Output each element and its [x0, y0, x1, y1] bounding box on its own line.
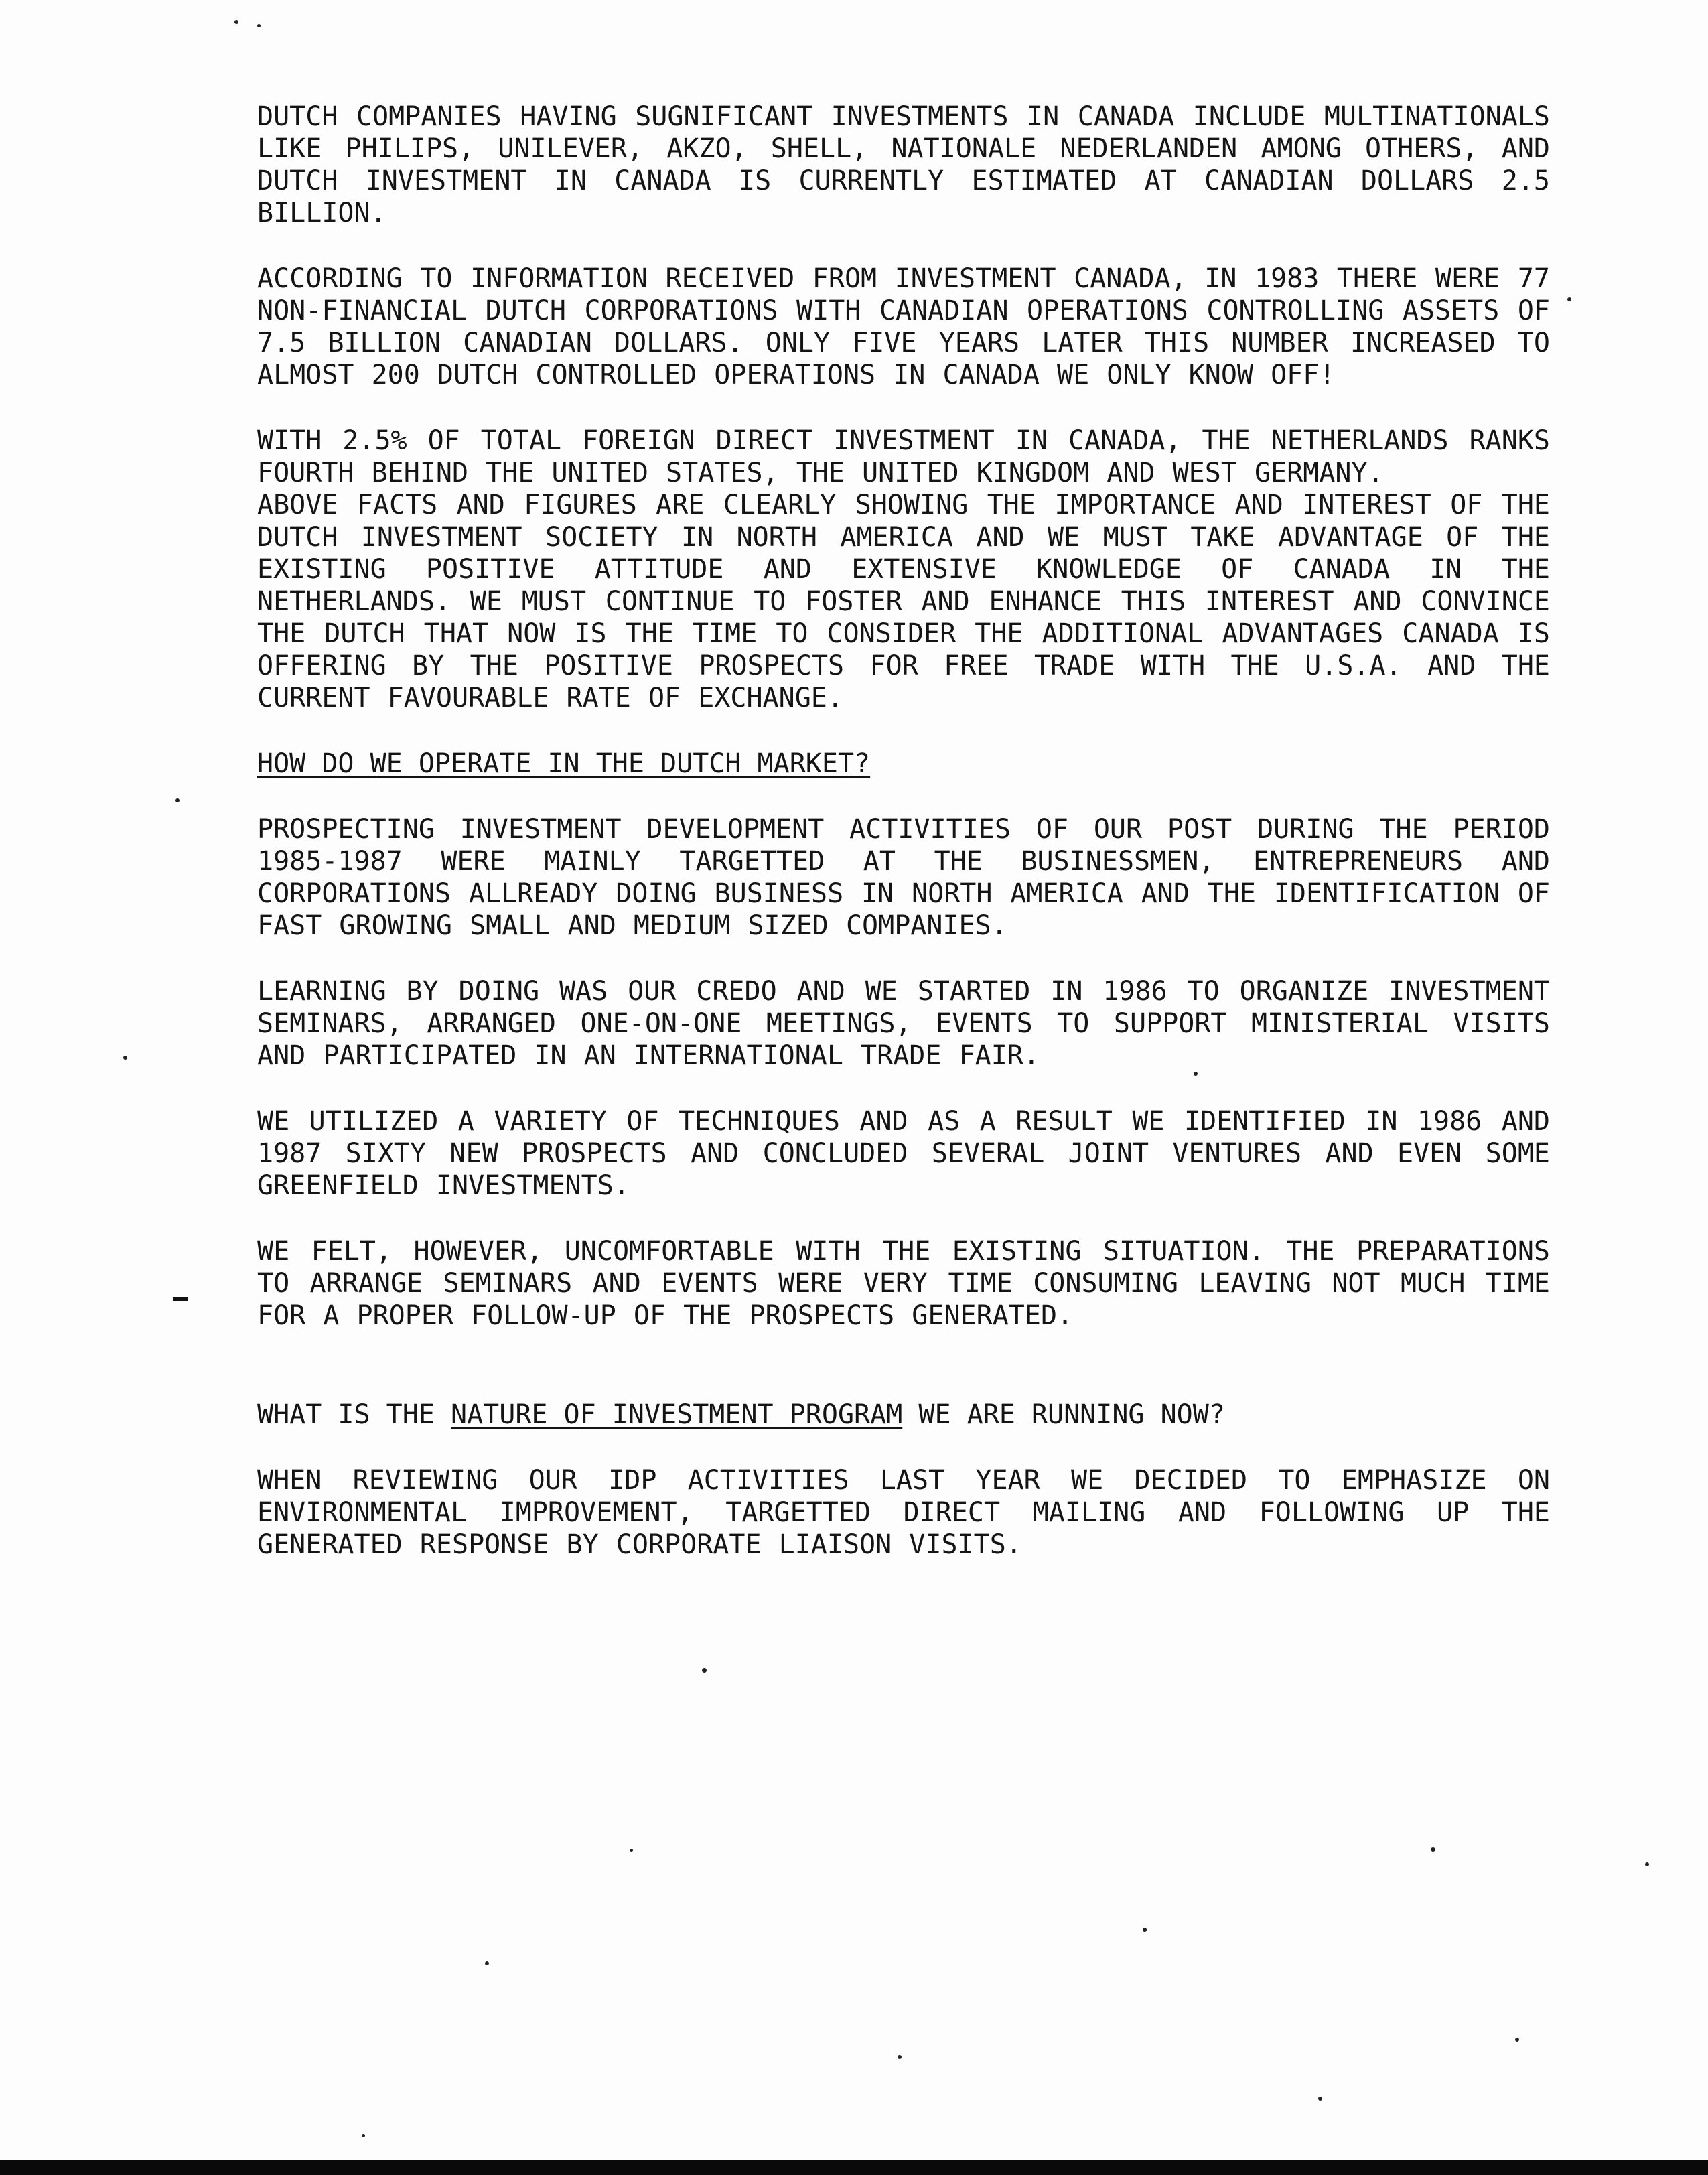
scan-speck	[123, 1056, 127, 1060]
paragraph-dutch-companies: DUTCH COMPANIES HAVING SUGNIFICANT INVESTMENTS IN CANADA INCLUDE MULTINATIONALS LIKE PHILIPS, UNILEVER, AKZO, SHELL, NATIONALE NEDERLANDEN AMONG OTHERS, AND DUTCH INVESTMENT IN CANADA IS CURRENTLY ESTIMATED AT CANADIAN DOLLARS 2.5 BILLION.	[257, 101, 1550, 228]
paragraph-investment-canada: ACCORDING TO INFORMATION RECEIVED FROM INVESTMENT CANADA, IN 1983 THERE WERE 77 NON-FINANCIAL DUTCH CORPORATIONS WITH CANADIAN OPERATIONS CONTROLLING ASSETS OF 7.5 BILLION CANADIAN DOLLARS. ONLY FIVE YEARS LATER THIS NUMBER INCREASED TO ALMOST 200 DUTCH CONTROLLED OPERATIONS IN CANADA WE ONLY KNOW OFF!	[257, 263, 1550, 391]
scan-speck	[485, 1961, 489, 1965]
scan-speck	[630, 1849, 633, 1852]
scan-speck	[1515, 2038, 1519, 2042]
section-heading-investment-program	[257, 1399, 1550, 1431]
paragraph-uncomfortable: WE FELT, HOWEVER, UNCOMFORTABLE WITH THE EXISTING SITUATION. THE PREPARATIONS TO ARRANGE SEMINARS AND EVENTS WERE VERY TIME CONSUMING LEAVING NOT MUCH TIME FOR A PROPER FOLLOW-UP OF THE PROSPECTS GENERATED.	[257, 1236, 1550, 1331]
document-body	[257, 100, 1550, 1594]
paragraph-learning-by-doing: LEARNING BY DOING WAS OUR CREDO AND WE STARTED IN 1986 TO ORGANIZE INVESTMENT SEMINARS, ARRANGED ONE-ON-ONE MEETINGS, EVENTS TO SUPPORT MINISTERIAL VISITS AND PARTICIPATED IN AN INTERNATIONAL TRADE FAIR.	[257, 976, 1550, 1071]
spacer	[257, 1365, 1550, 1399]
heading-program-underlined: NATURE OF INVESTMENT PROGRAM	[450, 1399, 903, 1430]
scan-speck	[234, 20, 238, 24]
scan-speck	[1194, 1072, 1198, 1076]
scan-speck	[362, 2134, 365, 2137]
scan-speck	[1318, 2097, 1322, 2101]
margin-dash-mark	[173, 1297, 188, 1301]
scan-speck	[257, 24, 261, 27]
scan-speck	[1431, 1847, 1435, 1852]
paragraph-idp-activities: WHEN REVIEWING OUR IDP ACTIVITIES LAST YEAR WE DECIDED TO EMPHASIZE ON ENVIRONMENTAL IMPROVEMENT, TARGETTED DIRECT MAILING AND FOLLOWING UP THE GENERATED RESPONSE BY CORPORATE LIAISON VISITS.	[257, 1465, 1550, 1560]
paragraph-facts-and-figures: ABOVE FACTS AND FIGURES ARE CLEARLY SHOWING THE IMPORTANCE AND INTEREST OF THE DUTCH INVESTMENT SOCIETY IN NORTH AMERICA AND WE MUST TAKE ADVANTAGE OF THE EXISTING POSITIVE ATTITUDE AND EXTENSIVE KNOWLEDGE OF CANADA IN THE NETHERLANDS. WE MUST CONTINUE TO FOSTER AND ENHANCE THIS INTEREST AND CONVINCE THE DUTCH THAT NOW IS THE TIME TO CONSIDER THE ADDITIONAL ADVANTAGES CANADA IS OFFERING BY THE POSITIVE PROSPECTS FOR FREE TRADE WITH THE U.S.A. AND THE CURRENT FAVOURABLE RATE OF EXCHANGE.	[257, 490, 1550, 713]
paragraph-foreign-direct-investment: WITH 2.5% OF TOTAL FOREIGN DIRECT INVESTMENT IN CANADA, THE NETHERLANDS RANKS FOURTH BEHIND THE UNITED STATES, THE UNITED KINGDOM AND WEST GERMANY.	[257, 425, 1550, 488]
paragraph-techniques: WE UTILIZED A VARIETY OF TECHNIQUES AND AS A RESULT WE IDENTIFIED IN 1986 AND 1987 SIXTY NEW PROSPECTS AND CONCLUDED SEVERAL JOINT VENTURES AND EVEN SOME GREENFIELD INVESTMENTS.	[257, 1106, 1550, 1201]
scan-speck	[898, 2055, 902, 2059]
scan-speck	[702, 1668, 707, 1673]
heading-program-after: WE ARE RUNNING NOW?	[902, 1399, 1225, 1430]
heading-program-before: WHAT IS THE	[257, 1399, 451, 1430]
heading-dutch-market-text: HOW DO WE OPERATE IN THE DUTCH MARKET?	[257, 748, 871, 779]
paragraph-prospecting: PROSPECTING INVESTMENT DEVELOPMENT ACTIVITIES OF OUR POST DURING THE PERIOD 1985-1987 WERE MAINLY TARGETTED AT THE BUSINESSMEN, ENTREPRENEURS AND CORPORATIONS ALLREADY DOING BUSINESS IN NORTH AMERICA AND THE IDENTIFICATION OF FAST GROWING SMALL AND MEDIUM SIZED COMPANIES.	[257, 814, 1550, 941]
scan-speck	[1143, 1928, 1147, 1932]
scan-speck	[1645, 1862, 1649, 1866]
scan-speck	[1567, 297, 1571, 301]
section-heading-dutch-market	[257, 748, 1550, 780]
scan-bottom-edge	[0, 2160, 1708, 2175]
scan-speck	[175, 798, 180, 802]
